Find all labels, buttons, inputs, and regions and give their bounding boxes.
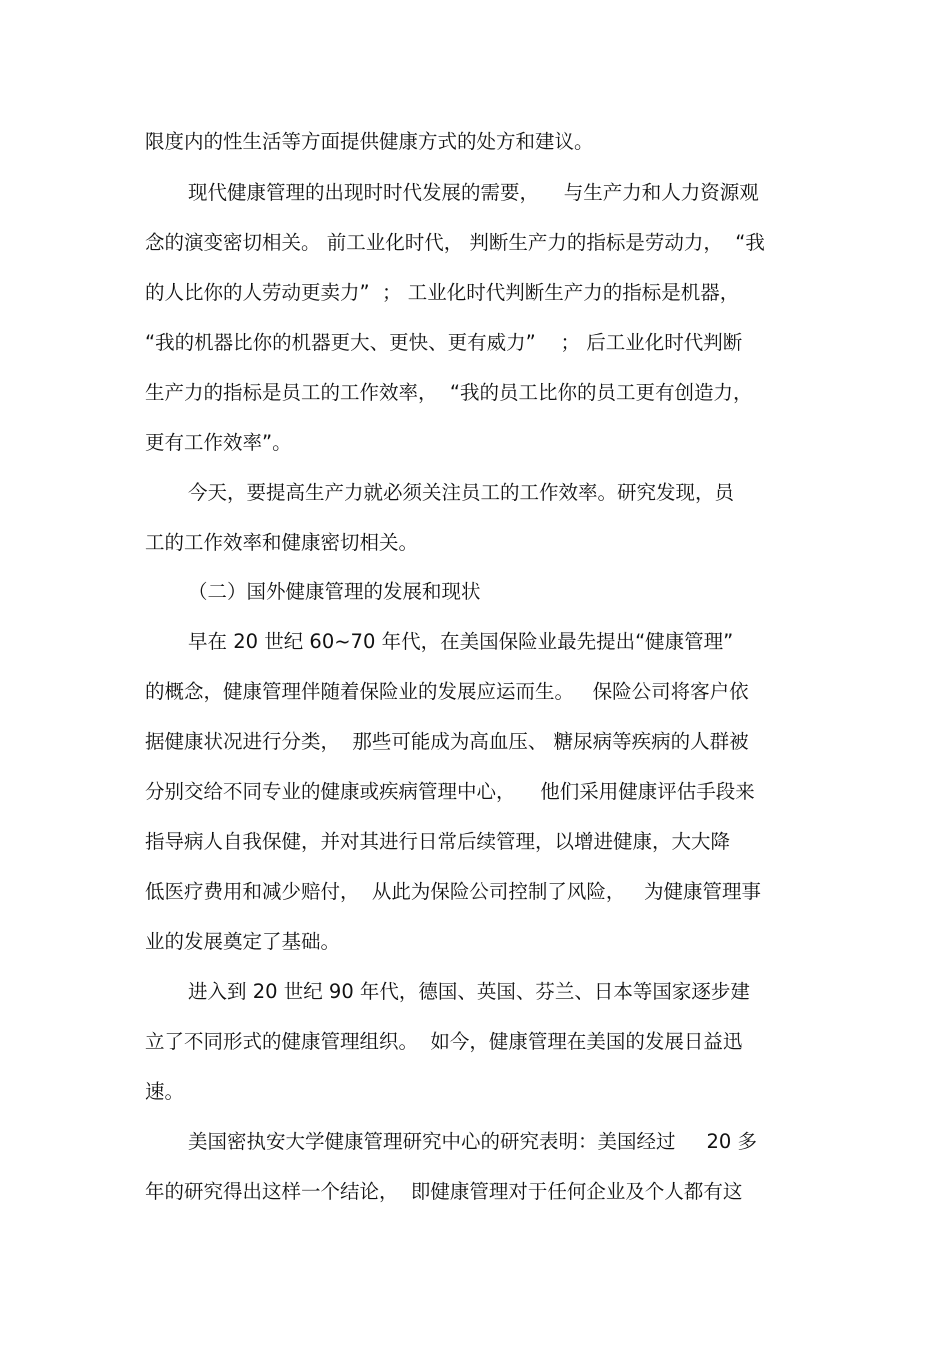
- text-line: “我的机器比你的机器更大、更快、更有威力” ； 后工业化时代判断: [145, 331, 743, 354]
- text-line: 的概念，健康管理伴随着保险业的发展应运而生。 保险公司将客户依: [145, 680, 749, 703]
- text-line: 现代健康管理的出现时时代发展的需要， 与生产力和人力资源观: [188, 181, 759, 204]
- text-line: 更有工作效率”。: [145, 431, 292, 454]
- text-line: 今天，要提高生产力就必须关注员工的工作效率。研究发现，员: [188, 481, 735, 504]
- text-line: 限度内的性生活等方面提供健康方式的处方和建议。: [145, 130, 594, 153]
- text-line: 美国密执安大学健康管理研究中心的研究表明：美国经过 20 多: [188, 1130, 758, 1153]
- text-line: 进入到 20 世纪 90 年代，德国、英国、芬兰、日本等国家逐步建: [188, 980, 750, 1003]
- text-line: 念的演变密切相关。 前工业化时代， 判断生产力的指标是劳动力， “我: [145, 231, 765, 254]
- text-line: 的人比你的人劳动更卖力” ； 工业化时代判断生产力的指标是机器，: [145, 281, 740, 304]
- text-line: 年的研究得出这样一个结论， 即健康管理对于任何企业及个人都有这: [145, 1180, 743, 1203]
- text-line: 立了不同形式的健康管理组织。 如今，健康管理在美国的发展日益迅: [145, 1030, 743, 1053]
- section-heading: （二）国外健康管理的发展和现状: [188, 580, 481, 603]
- text-line: 据健康状况进行分类， 那些可能成为高血压、 糖尿病等疾病的人群被: [145, 730, 749, 753]
- text-line: 分别交给不同专业的健康或疾病管理中心， 他们采用健康评估手段来: [145, 780, 755, 803]
- text-line: 低医疗费用和减少赔付， 从此为保险公司控制了风险， 为健康管理事: [145, 880, 761, 903]
- text-line: 生产力的指标是员工的工作效率， “我的员工比你的员工更有创造力，: [145, 381, 753, 404]
- text-line: 工的工作效率和健康密切相关。: [145, 531, 419, 554]
- text-line: 指导病人自我保健，并对其进行日常后续管理，以增进健康，大大降: [145, 830, 731, 853]
- text-line: 速。: [145, 1080, 185, 1103]
- text-line: 早在 20 世纪 60~70 年代，在美国保险业最先提出“健康管理”: [188, 630, 734, 653]
- text-line: 业的发展奠定了基础。: [145, 930, 341, 953]
